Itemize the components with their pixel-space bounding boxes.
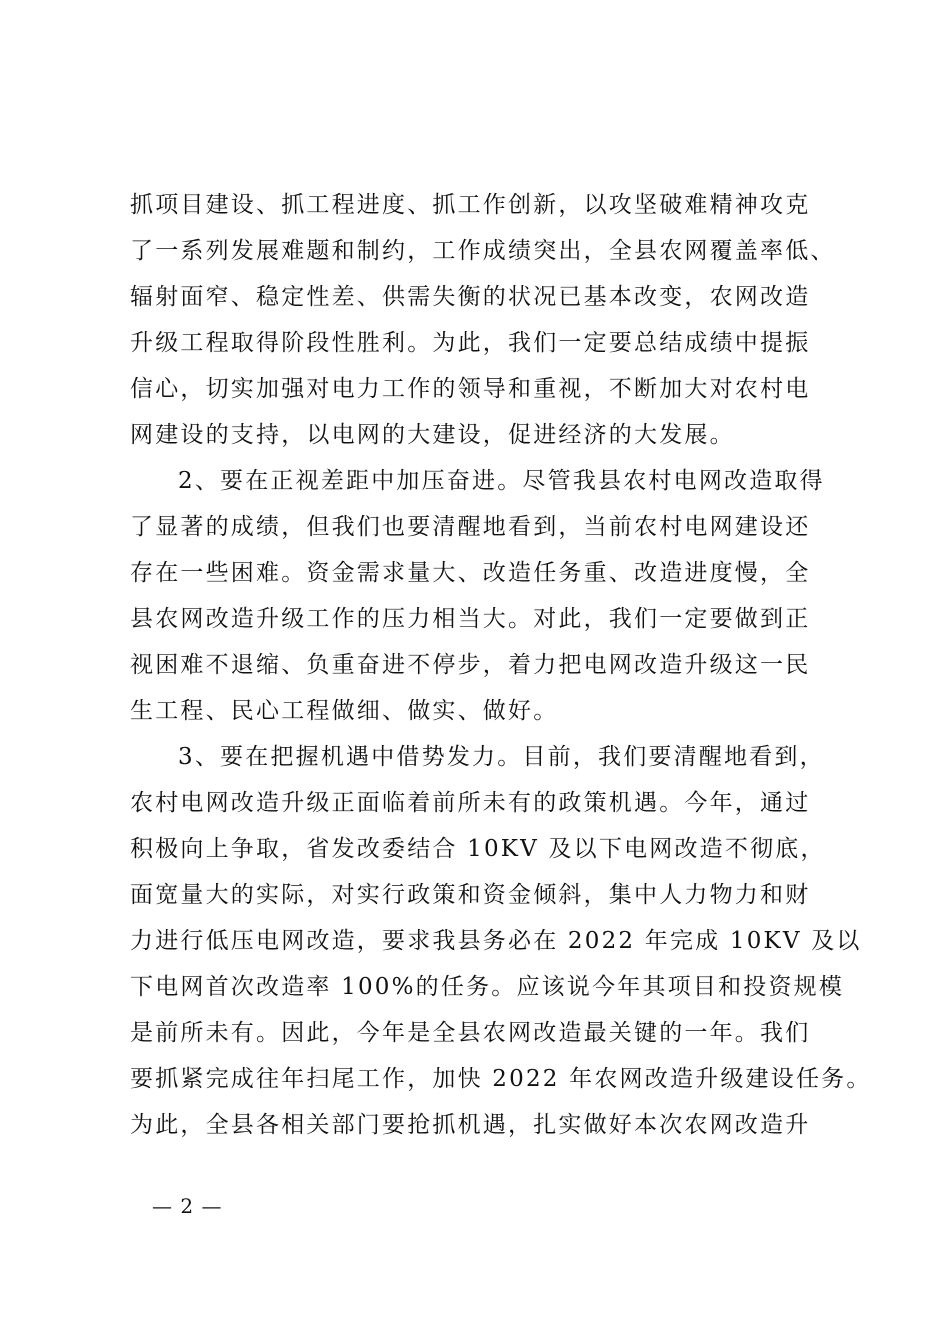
text-line: 农村电网改造升级正面临着前所未有的政策机遇。今年，通过 xyxy=(130,790,811,816)
text-line: 面宽量大的实际，对实行政策和资金倾斜，集中人力物力和财 xyxy=(130,882,811,908)
text-line: 网建设的支持，以电网的大建设，促进经济的大发展。 xyxy=(130,422,735,448)
body-text xyxy=(130,182,872,1148)
text-line: 生工程、民心工程做细、做实、做好。 xyxy=(130,698,559,724)
text-line: 是前所未有。因此，今年是全县农网改造最关键的一年。我们 xyxy=(130,1020,811,1046)
text-line: 了显著的成绩，但我们也要清醒地看到，当前农村电网建设还 xyxy=(130,514,811,540)
text-line: 视困难不退缩、负重奋进不停步，着力把电网改造升级这一民 xyxy=(130,652,811,678)
text-line: 积极向上争取，省发改委结合 10KV 及以下电网改造不彻底， xyxy=(130,836,826,862)
text-line: 升级工程取得阶段性胜利。为此，我们一定要总结成绩中提振 xyxy=(130,330,811,356)
paragraph-3-first-line: 3、要在把握机遇中借势发力。目前，我们要清醒地看到， xyxy=(178,744,825,770)
text-line: 县农网改造升级工作的压力相当大。对此，我们一定要做到正 xyxy=(130,606,811,632)
page-number: — 2 — xyxy=(152,1194,223,1218)
text-line: 为此，全县各相关部门要抢抓机遇，扎实做好本次农网改造升 xyxy=(130,1112,811,1138)
text-line: 要抓紧完成往年扫尾工作，加快 2022 年农网改造升级建设任务。 xyxy=(130,1066,872,1092)
text-line: 力进行低压电网改造，要求我县务必在 2022 年完成 10KV 及以 xyxy=(130,928,862,954)
text-line: 信心，切实加强对电力工作的领导和重视，不断加大对农村电 xyxy=(130,376,811,402)
text-line: 了一系列发展难题和制约，工作成绩突出，全县农网覆盖率低、 xyxy=(130,238,836,264)
text-line: 存在一些困难。资金需求量大、改造任务重、改造进度慢，全 xyxy=(130,560,811,586)
text-line: 下电网首次改造率 100%的任务。应该说今年其项目和投资规模 xyxy=(130,974,845,1000)
text-line: 抓项目建设、抓工程进度、抓工作创新，以攻坚破难精神攻克 xyxy=(130,192,811,218)
text-line: 辐射面窄、稳定性差、供需失衡的状况已基本改变，农网改造 xyxy=(130,284,811,310)
paragraph-2-first-line: 2、要在正视差距中加压奋进。尽管我县农村电网改造取得 xyxy=(178,468,825,494)
